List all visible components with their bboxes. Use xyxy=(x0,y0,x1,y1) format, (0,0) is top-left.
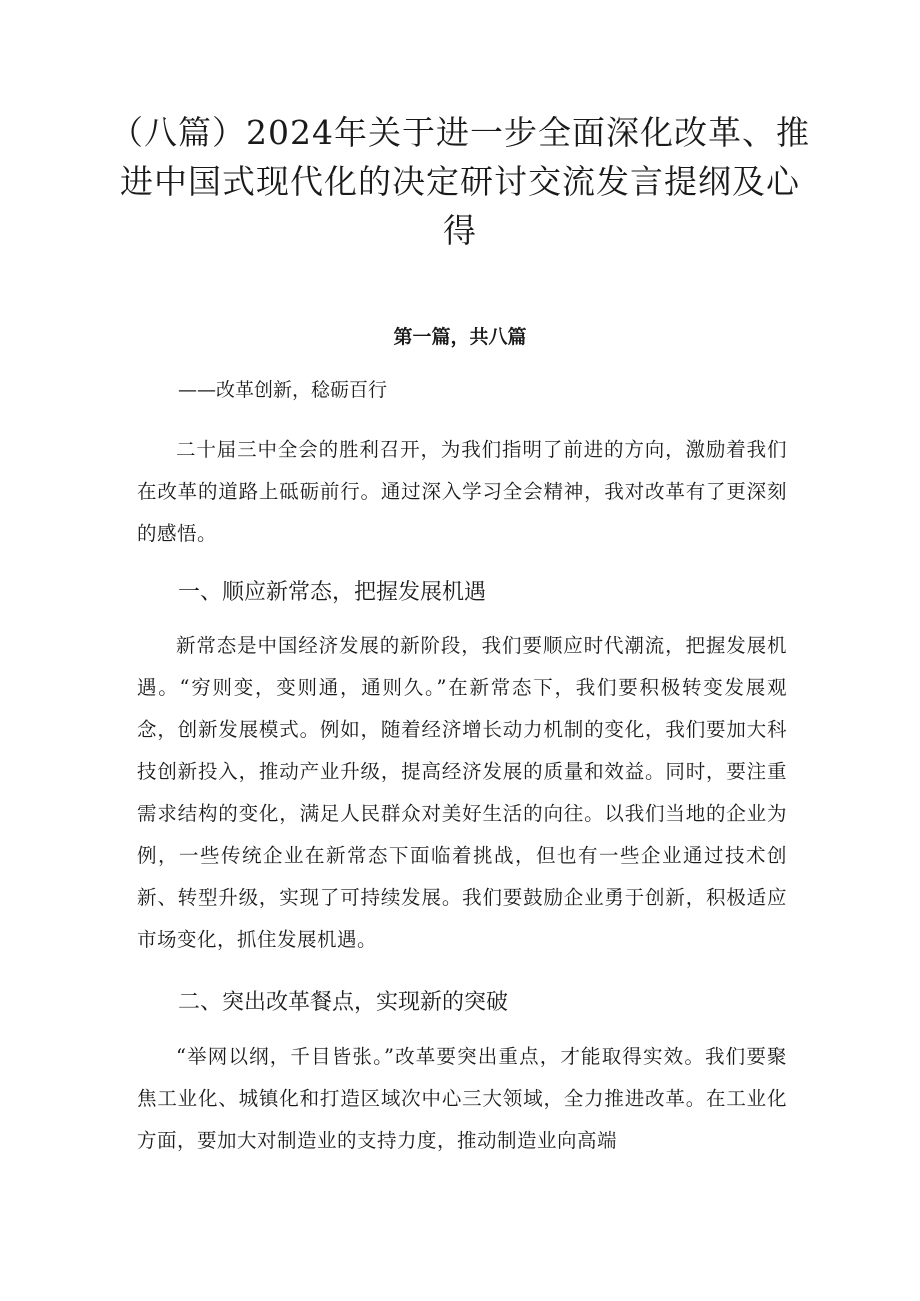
section-paragraph-1: 新常态是中国经济发展的新阶段，我们要顺应时代潮流，把握发展机遇。“穷则变，变则通，通则久。”在新常态下，我们要积极转变发展观念，创新发展模式。例如，随着经济增长动力机制的变化，我们要加大科技创新投入，推动产业升级，提高经济发展的质量和效益。同时，要注重需求结构的变化，满足人民群众对美好生活的向往。以我们当地的企业为例，一些传统企业在新常态下面临着挑战，但也有一些企业通过技术创新、转型升级，实现了可持续发展。我们要鼓励企业勇于创新，积极适应市场变化，抓住发展机遇。 xyxy=(137,634,787,951)
section-heading-1: 一、顺应新常态，把握发展机遇 xyxy=(178,580,487,605)
section-heading-2: 二、突出改革餐点，实现新的突破 xyxy=(178,990,509,1015)
intro-paragraph: 二十届三中全会的胜利召开，为我们指明了前进的方向，激励着我们在改革的道路上砥砺前行。通过深入学习全会精神，我对改革有了更深刻的感悟。 xyxy=(137,438,787,545)
document-title: （八篇）2024年关于进一步全面深化改革、推进中国式现代化的决定研讨交流发言提纲及心得 xyxy=(110,113,810,250)
section-paragraph-2: “举网以纲，千目皆张。”改革要突出重点，才能取得实效。我们要聚焦工业化、城镇化和打造区域次中心三大领域，全力推进改革。在工业化方面，要加大对制造业的支持力度，推动制造业向高端 xyxy=(137,1045,787,1152)
subtitle: ——改革创新，稔砺百行 xyxy=(178,379,388,401)
part-heading: 第一篇，共八篇 xyxy=(393,326,527,348)
